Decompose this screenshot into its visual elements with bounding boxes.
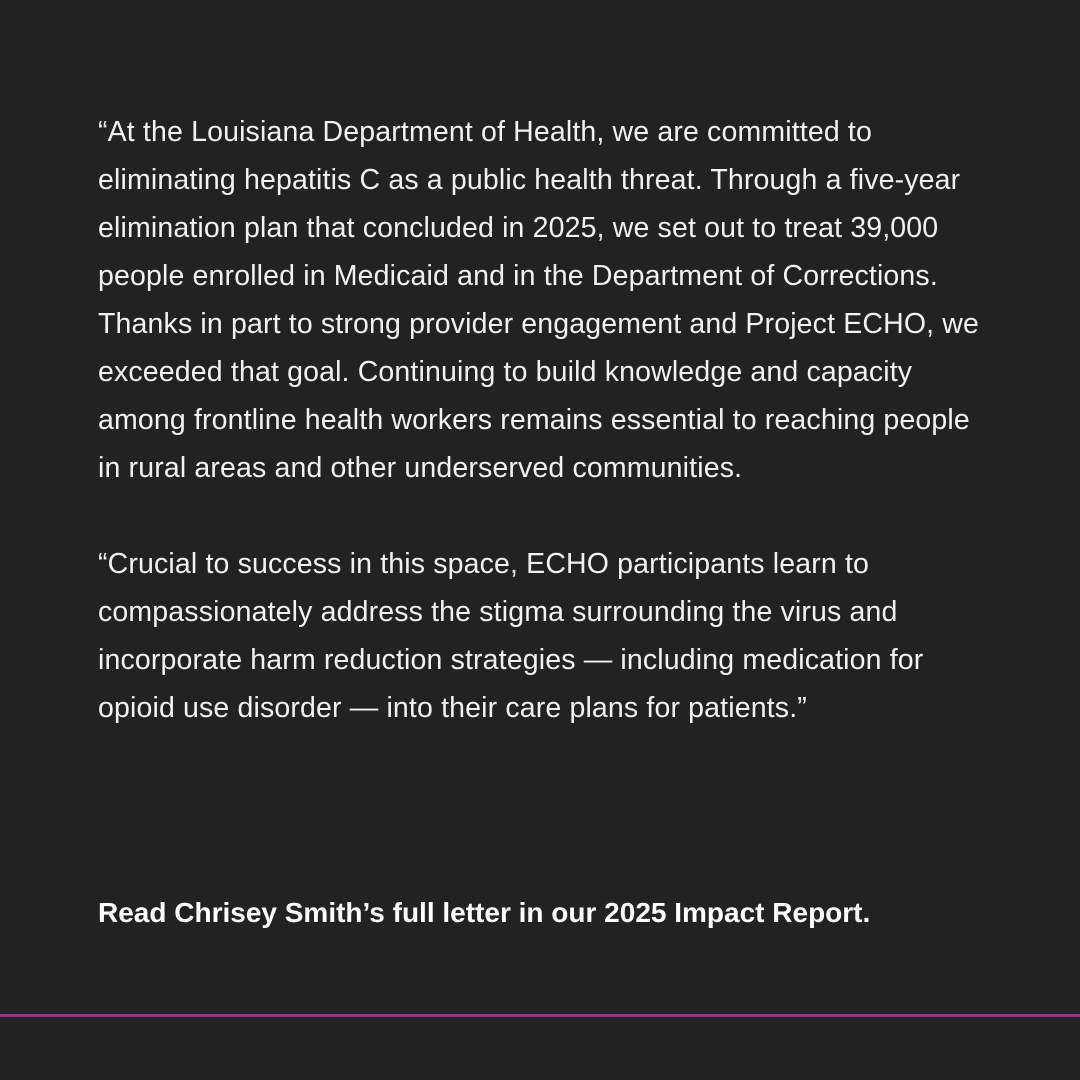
accent-divider bbox=[0, 1014, 1080, 1017]
quote-paragraph-1: “At the Louisiana Department of Health, we are committed to eliminating hepatitis C as a public health threat. Through a five-year elimination plan that concluded in 2025, we set out to treat 39,000 people enrolled in Medicaid and in the Department of Corrections. Thanks in part to strong provider engagement and Project ECHO, we exceeded that goal. Continuing to build knowledge and capacity among frontline health workers remains essential to reaching people in rural areas and other underserved communities. bbox=[98, 116, 980, 484]
impact-report-link[interactable]: Read Chrisey Smith’s full letter in our 2025 Impact Report. bbox=[98, 897, 871, 928]
quote-text-block bbox=[98, 108, 998, 732]
quote-paragraph-2: “Crucial to success in this space, ECHO participants learn to compassionately address the stigma surrounding the virus and incorporate harm reduction strategies — including medication for opioid use disorder — into their care plans for patients.” bbox=[98, 548, 924, 724]
